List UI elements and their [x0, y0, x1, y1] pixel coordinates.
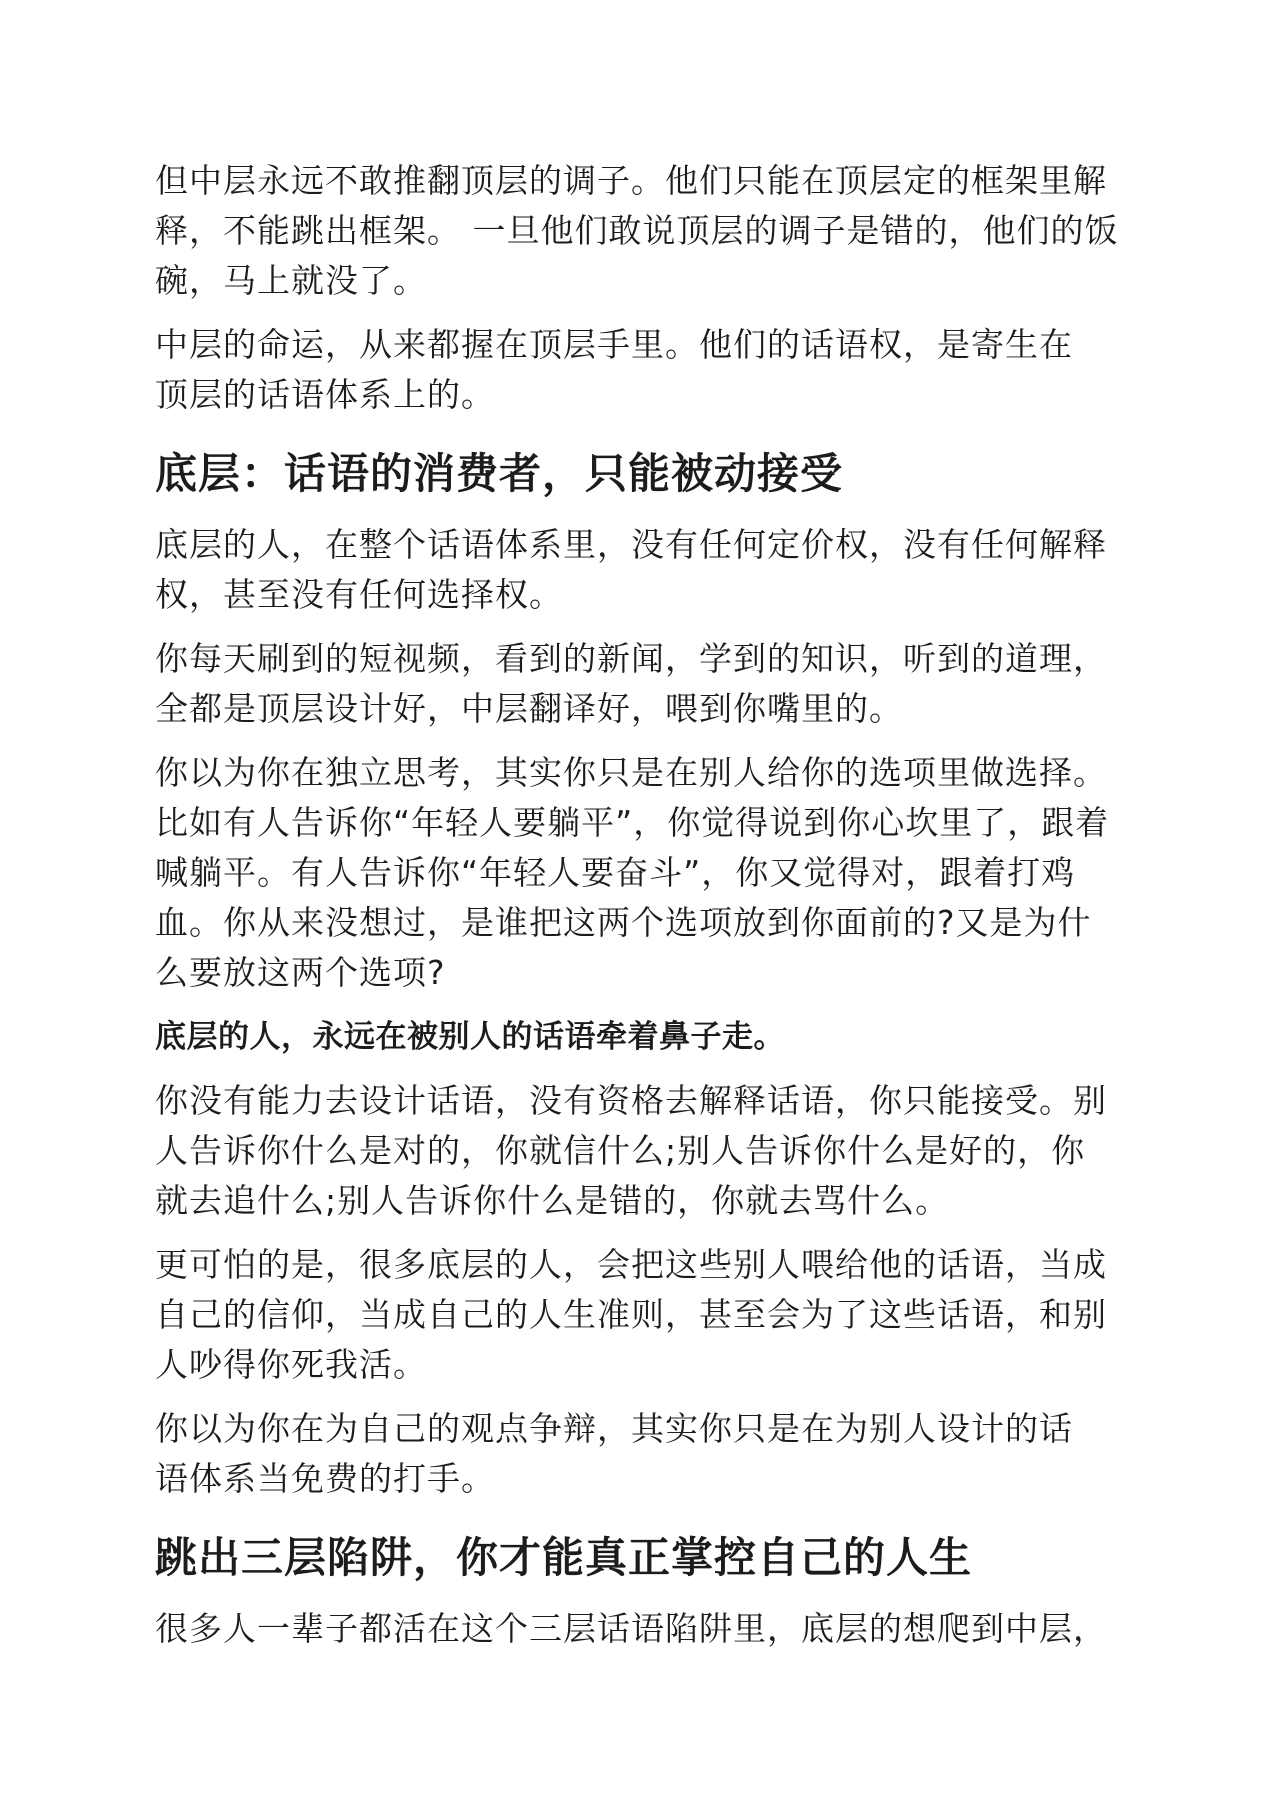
paragraph-line: 但中层永远不敢推翻顶层的调子。他们只能在顶层定的框架里解	[155, 161, 1107, 200]
paragraph	[155, 634, 1130, 734]
paragraph	[155, 1076, 1130, 1226]
paragraph-line: 更可怕的是，很多底层的人，会把这些别人喂给他的话语，当成	[155, 1245, 1107, 1284]
paragraph-line: 你以为你在为自己的观点争辩，其实你只是在为别人设计的话	[155, 1409, 1073, 1448]
paragraph-line: 你没有能力去设计话语，没有资格去解释话语，你只能接受。别	[155, 1081, 1107, 1120]
paragraph-line: 权，甚至没有任何选择权。	[155, 575, 563, 614]
paragraph-line: 释，不能跳出框架。 一旦他们敢说顶层的调子是错的，他们的饭	[155, 211, 1119, 250]
paragraph-line: 中层的命运，从来都握在顶层手里。他们的话语权，是寄生在	[155, 325, 1073, 364]
paragraph-line: 你每天刷到的短视频，看到的新闻，学到的知识，听到的道理，	[155, 639, 1107, 678]
paragraph-line: 喊躺平。有人告诉你“年轻人要奋斗”，你又觉得对，跟着打鸡	[155, 853, 1076, 892]
paragraph-line: 自己的信仰，当成自己的人生准则，甚至会为了这些话语，和别	[155, 1295, 1107, 1334]
paragraph-line: 么要放这两个选项?	[155, 953, 446, 992]
paragraph	[155, 1604, 1130, 1654]
paragraph	[155, 1404, 1130, 1504]
paragraph-line: 顶层的话语体系上的。	[155, 375, 495, 414]
section-heading: 底层：话语的消费者，只能被动接受	[155, 449, 844, 498]
paragraph-line: 人告诉你什么是对的，你就信什么;别人告诉你什么是好的，你	[155, 1131, 1086, 1170]
paragraph	[155, 1240, 1130, 1390]
paragraph	[155, 320, 1130, 420]
paragraph-line: 很多人一辈子都活在这个三层话语陷阱里，底层的想爬到中层，	[155, 1609, 1107, 1648]
document-page	[155, 156, 1130, 1668]
paragraph-line: 全都是顶层设计好，中层翻译好，喂到你嘴里的。	[155, 689, 903, 728]
section-heading: 跳出三层陷阱，你才能真正掌控自己的人生	[155, 1533, 973, 1582]
paragraph-line: 比如有人告诉你“年轻人要躺平”，你觉得说到你心坎里了，跟着	[155, 803, 1110, 842]
paragraph-line: 人吵得你死我活。	[155, 1345, 427, 1384]
paragraph	[155, 520, 1130, 620]
paragraph-line: 碗，马上就没了。	[155, 261, 427, 300]
paragraph-line: 语体系当免费的打手。	[155, 1459, 495, 1498]
paragraph	[155, 748, 1130, 998]
paragraph-line: 就去追什么;别人告诉你什么是错的，你就去骂什么。	[155, 1181, 950, 1220]
paragraph-line: 你以为你在独立思考，其实你只是在别人给你的选项里做选择。	[155, 753, 1107, 792]
bold-statement: 底层的人，永远在被别人的话语牵着鼻子走。	[155, 1019, 785, 1055]
paragraph	[155, 156, 1130, 306]
paragraph-line: 血。你从来没想过，是谁把这两个选项放到你面前的?又是为什	[155, 903, 1092, 942]
paragraph-line: 底层的人，在整个话语体系里，没有任何定价权，没有任何解释	[155, 525, 1107, 564]
